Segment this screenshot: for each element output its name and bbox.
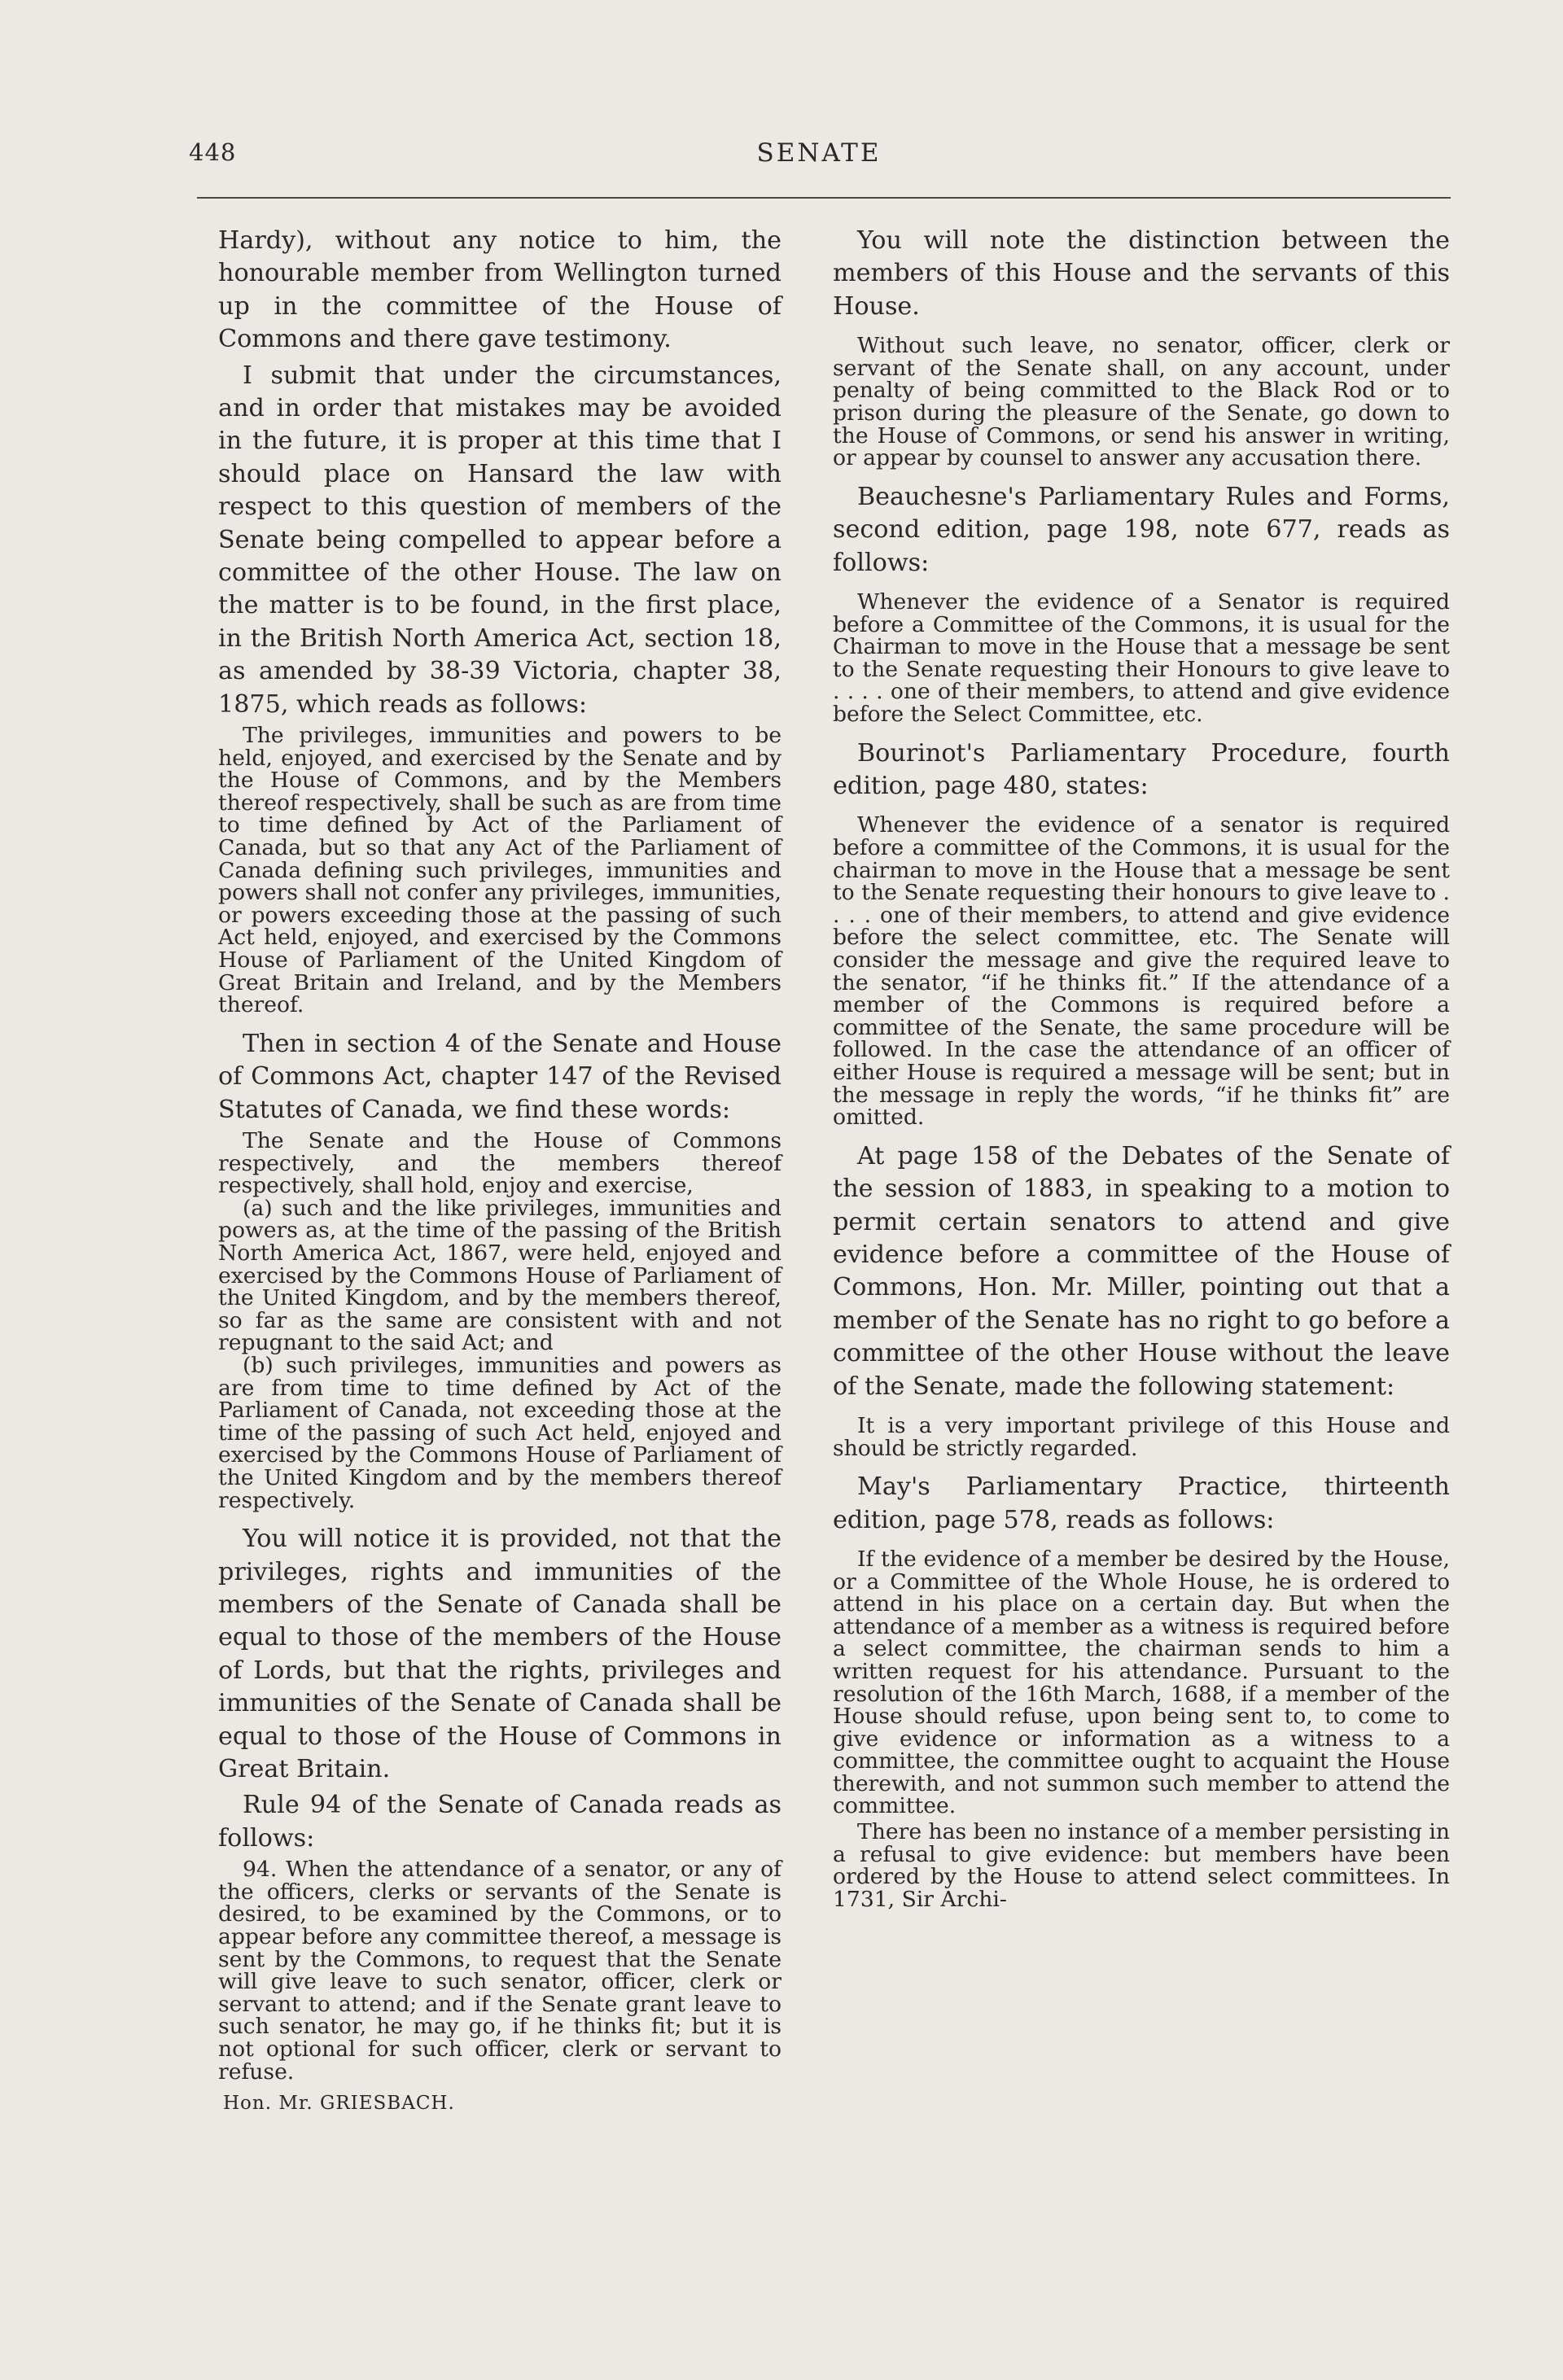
block-quote-item: (a) such and the like privileges, immunities and powers as, at the time of the passing of the British North America Act, 1867, were held, enjoyed and exercised by the Commons House of Parliament of the United Kingdom, and by the members thereof, so far as the same are consistent with and not repugnant to the said Act; and (218, 1195, 782, 1356)
paragraph: At page 158 of the Debates of the Senate of the session of 1883, in speaking to a motion to permit certain senators to attend and give evidence before a committee of the House of Commons, Hon. Mr. Miller, pointing out that a member of the Senate has no right to go before a committee of the other House without the leave of the Senate, made the following statement: (833, 1141, 1450, 1401)
block-quote: Whenever the evidence of a Senator is required before a Committee of the Commons, it is usual for the Chairman to move in the House that a message be sent to the Senate requesting their Honours to give leave to . . . . one of their members, to attend and give evidence before the Select Committee, etc. (833, 589, 1450, 727)
right-column (833, 225, 1450, 1910)
block-quote: It is a very important privilege of this House and should be strictly regarded. (833, 1412, 1450, 1461)
paragraph: I submit that under the circumstances, and in order that mistakes may be avoided in the future, it is proper at this time that I should place on Hansard the law with respect to this question of members of the Senate being compelled to appear before a committee of the other House. The law on the matter is to be found, in the first place, in the British North America Act, section 18, as amended by 38-39 Victoria, chapter 38, 1875, which reads as follows: (218, 361, 782, 719)
paragraph: Then in section 4 of the Senate and House of Commons Act, chapter 147 of the Revised Statutes of Canada, we find these words: (218, 1029, 782, 1124)
running-head (189, 138, 1449, 174)
block-quote: Without such leave, no senator, officer, clerk or servant of the Senate shall, on any account, under penalty of being committed to the Black Rod or to prison during the pleasure of the Senate, go down to the House of Commons, or send his answer in writing, or appear by counsel to answer any accusation there. (833, 333, 1450, 471)
left-column (218, 225, 782, 2114)
paragraph: You will note the distinction between the members of this House and the servants of this House. (833, 226, 1450, 321)
paragraph: Beauchesne's Parliamentary Rules and Forms, second edition, page 198, note 677, reads as follows: (833, 482, 1450, 577)
paragraph: Hardy), without any notice to him, the honourable member from Wellington turned up in the committee of the House of Commons and there gave testimony. (218, 226, 782, 354)
block-quote: The privileges, immunities and powers to be held, enjoyed, and exercised by the Senate and by the House of Commons, and by the Members thereof respectively, shall be such as are from time to time defined by Act of the Parliament of Canada, but so that any Act of the Parliament of Canada defining such privileges, immunities and powers shall not confer any privileges, immunities, or powers exceeding those at the passing of such Act held, enjoyed, and exercised by the Commons House of Parliament of the United Kingdom of Great Britain and Ireland, and by the Members thereof. (218, 723, 782, 1018)
header-rule (197, 197, 1451, 199)
paragraph: Bourinot's Parliamentary Procedure, fourth edition, page 480, states: (833, 738, 1450, 800)
speaker-signature: Hon. Mr. GRIESBACH. (223, 2093, 455, 2115)
paragraph: May's Parliamentary Practice, thirteenth edition, page 578, reads as follows: (833, 1472, 1450, 1534)
block-quote: 94. When the attendance of a senator, or any of the officers, clerks or servants of the Senate is desired, to be examined by the Commons, or to appear before any committee thereof, a message is sent by the Commons, to request that the Senate will give leave to such senator, officer, clerk or servant to attend; and if the Senate grant leave to such senator, he may go, if he thinks fit; but it is not optional for such officer, clerk or servant to refuse. (218, 1857, 782, 2085)
block-quote: There has been no instance of a member persisting in a refusal to give evidence: but members have been ordered by the House to attend select committees. In 1731, Sir Archi- (833, 1819, 1450, 1912)
block-quote: The Senate and the House of Commons respectively, and the members thereof respectively, shall hold, enjoy and exercise, (218, 1128, 782, 1199)
page-number: 448 (189, 138, 237, 166)
block-quote: Whenever the evidence of a senator is required before a committee of the Commons, it is usual for the chairman to move in the House that a message be sent to the Senate requesting their honours to give leave to . . . . one of their members, to attend and give evidence before the select committee, etc. The Senate will consider the message and give the required leave to the senator, “if he thinks fit.” If the attendance of a member of the Commons is required before a committee of the Senate, the same procedure will be followed. In the case the attendance of an officer of either House is required a message will be sent; but in the message in reply the words, “if he thinks fit” are omitted. (833, 812, 1450, 1131)
block-quote: If the evidence of a member be desired by the House, or a Committee of the Whole House, he is ordered to attend in his place on a certain day. But when the attendance of a member as a witness is required before a select committee, the chairman sends to him a written request for his attendance. Pursuant to the resolution of the 16th March, 1688, if a member of the House should refuse, upon being sent to, to come to give evidence or information as a witness to a committee, the committee ought to acquaint the House therewith, and not summon such member to attend the committee. (833, 1546, 1450, 1819)
paragraph: Rule 94 of the Senate of Canada reads as follows: (218, 1791, 782, 1853)
paragraph: You will notice it is provided, not that the privileges, rights and immunities of the members of the Senate of Canada shall be equal to those of the members of the House of Lords, but that the rights, privileges and immunities of the Senate of Canada shall be equal to those of the House of Commons in Great Britain. (218, 1525, 782, 1783)
running-title: SENATE (756, 138, 882, 168)
block-quote-item: (b) such privileges, immunities and powers as are from time to time defined by Act of the Parliament of Canada, not exceeding those at the time of the passing of such Act held, enjoyed and exercised by the Commons House of Parliament of the United Kingdom and by the members thereof respectively. (218, 1352, 782, 1513)
